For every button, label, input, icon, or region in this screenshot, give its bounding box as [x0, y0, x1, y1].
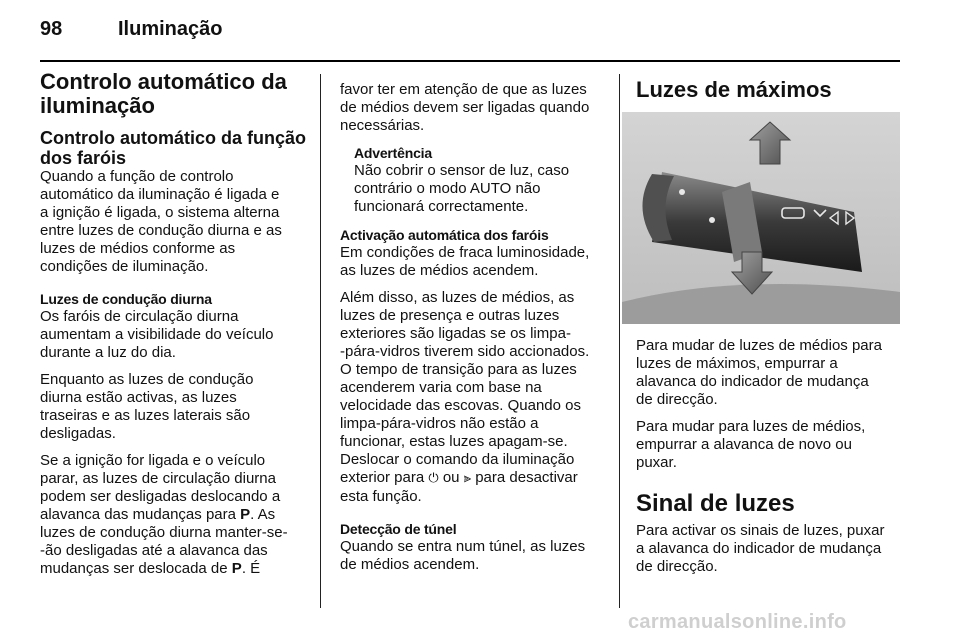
column-left: [40, 70, 312, 587]
subsection-title-line: dos faróis: [40, 148, 127, 168]
text-line: esta função.: [340, 488, 422, 505]
section-title-line: iluminação: [40, 93, 155, 118]
section-title: [40, 70, 312, 118]
text-line: de direcção.: [636, 558, 718, 575]
text-line: Para mudar de luzes de médios para: [636, 337, 882, 354]
text-line: condições de iluminação.: [40, 258, 209, 275]
high-beam-title: Luzes de máximos: [636, 77, 832, 102]
high-beam-paragraph-2: [636, 418, 906, 472]
text-fragment: exterior para: [340, 469, 429, 486]
text-line: de médios acendem.: [340, 556, 480, 573]
header-title: Iluminação: [118, 18, 223, 40]
text-line: de médios devem ser ligadas quando: [340, 99, 590, 116]
text-line: a alavanca do indicador de mudança: [636, 540, 882, 557]
sidelight-icon: ⫸: [463, 471, 472, 486]
text-line: Não cobrir o sensor de luz, caso: [354, 162, 570, 179]
high-beam-paragraph-1: [636, 337, 906, 409]
text-line: limpa-pára-vidros não estão a: [340, 415, 539, 432]
text-line: Quando se entra num túnel, as luzes: [340, 538, 586, 555]
warning-box: [354, 144, 610, 216]
text-line: Enquanto as luzes de condução: [40, 371, 254, 388]
text-line: parar, as luzes de circulação diurna: [40, 470, 276, 487]
gear-p-label: P: [231, 560, 242, 577]
drl-paragraph-3: [40, 452, 312, 578]
wiper-paragraph: [340, 289, 610, 506]
text-line: acenderem varia com base na: [340, 379, 542, 396]
text-line: O tempo de transição para as luzes: [340, 361, 577, 378]
text-line: automático da iluminação é ligada e: [40, 186, 280, 203]
text-line: as luzes de médios acendem.: [340, 262, 539, 279]
text-line: favor ter em atenção de que as luzes: [340, 81, 587, 98]
gear-p-label: P: [240, 506, 251, 523]
column-middle: [340, 81, 610, 583]
text-line: Quando a função de controlo: [40, 168, 234, 185]
text-line: durante a luz do dia.: [40, 344, 176, 361]
column-right: [636, 337, 906, 585]
subsection-title-line: Controlo automático da função: [40, 128, 307, 148]
text-line: alavanca do indicador de mudança: [636, 373, 869, 390]
auto-headlight-paragraph: [340, 244, 610, 280]
text-line: diurna estão activas, as luzes: [40, 389, 237, 406]
auto-headlight-heading: Activação automática dos faróis: [340, 227, 549, 243]
text-fragment: para desactivar: [471, 469, 578, 486]
text-line: velocidade das escovas. Quando os: [340, 397, 581, 414]
text-line: Se a ignição for ligada e o veículo: [40, 452, 266, 469]
drl-heading: Luzes de condução diurna: [40, 291, 212, 307]
text-line: necessárias.: [340, 117, 425, 134]
text-line: entre luzes de condução diurna e as: [40, 222, 282, 239]
text-line: funcionar, estas luzes apagam-se.: [340, 433, 568, 450]
text-line: Deslocar o comando da iluminação: [340, 451, 575, 468]
headlight-flash-title: Sinal de luzes: [636, 490, 795, 517]
column-divider: [320, 74, 321, 608]
text-line: Em condições de fraca luminosidade,: [340, 244, 590, 261]
text-line: -ão desligadas até a alavanca das: [40, 542, 268, 559]
column-divider: [619, 74, 620, 608]
text-line: contrário o modo AUTO não: [354, 180, 541, 197]
tunnel-heading: Detecção de túnel: [340, 521, 457, 537]
tunnel-paragraph: [340, 538, 610, 574]
text-line: aumentam a visibilidade do veículo: [40, 326, 274, 343]
text-line: Para mudar para luzes de médios,: [636, 418, 866, 435]
warning-title: Advertência: [354, 145, 432, 161]
continued-paragraph: [340, 81, 610, 135]
headlight-flash-paragraph: [636, 522, 906, 576]
text-line: de direcção.: [636, 391, 718, 408]
text-line: Além disso, as luzes de médios, as: [340, 289, 575, 306]
text-line: podem ser desligadas deslocando a: [40, 488, 281, 505]
drl-paragraph-1: [40, 308, 312, 362]
text-line: funcionará correctamente.: [354, 198, 529, 215]
header-rule: [40, 60, 900, 62]
turn-signal-stalk-icon: [622, 112, 900, 324]
text-line: Os faróis de circulação diurna: [40, 308, 239, 325]
text-fragment: . É: [241, 560, 261, 577]
text-line: empurrar a alavanca de novo ou: [636, 436, 852, 453]
text-line: -pára-vidros tiverem sido accionados.: [340, 343, 590, 360]
text-line: traseiras e as luzes laterais são: [40, 407, 251, 424]
text-fragment: . As: [250, 506, 276, 523]
stalk-illustration: [622, 112, 900, 324]
text-line: puxar.: [636, 454, 677, 471]
text-line: desligadas.: [40, 425, 116, 442]
drl-paragraph-2: [40, 371, 312, 443]
section-title-line: Controlo automático da: [40, 69, 287, 94]
power-off-icon: ⏻: [428, 471, 439, 486]
subsection-title: [40, 128, 312, 168]
text-fragment: ou: [438, 469, 464, 486]
text-line: mudanças ser deslocada de: [40, 560, 232, 577]
text-line: a ignição é ligada, o sistema alterna: [40, 204, 280, 221]
text-line: exteriores são ligadas se os limpa-: [340, 325, 571, 342]
text-line: luzes de presença e outras luzes: [340, 307, 560, 324]
text-line: luzes de condução diurna manter-se-: [40, 524, 288, 541]
text-line: alavanca das mudanças para: [40, 506, 241, 523]
text-line: Para activar os sinais de luzes, puxar: [636, 522, 885, 539]
text-line: luzes de máximos, empurrar a: [636, 355, 838, 372]
page-number: 98: [40, 18, 63, 40]
text-line: luzes de médios conforme as: [40, 240, 236, 257]
watermark: carmanualsonline.info: [628, 611, 847, 633]
intro-paragraph: [40, 168, 312, 276]
